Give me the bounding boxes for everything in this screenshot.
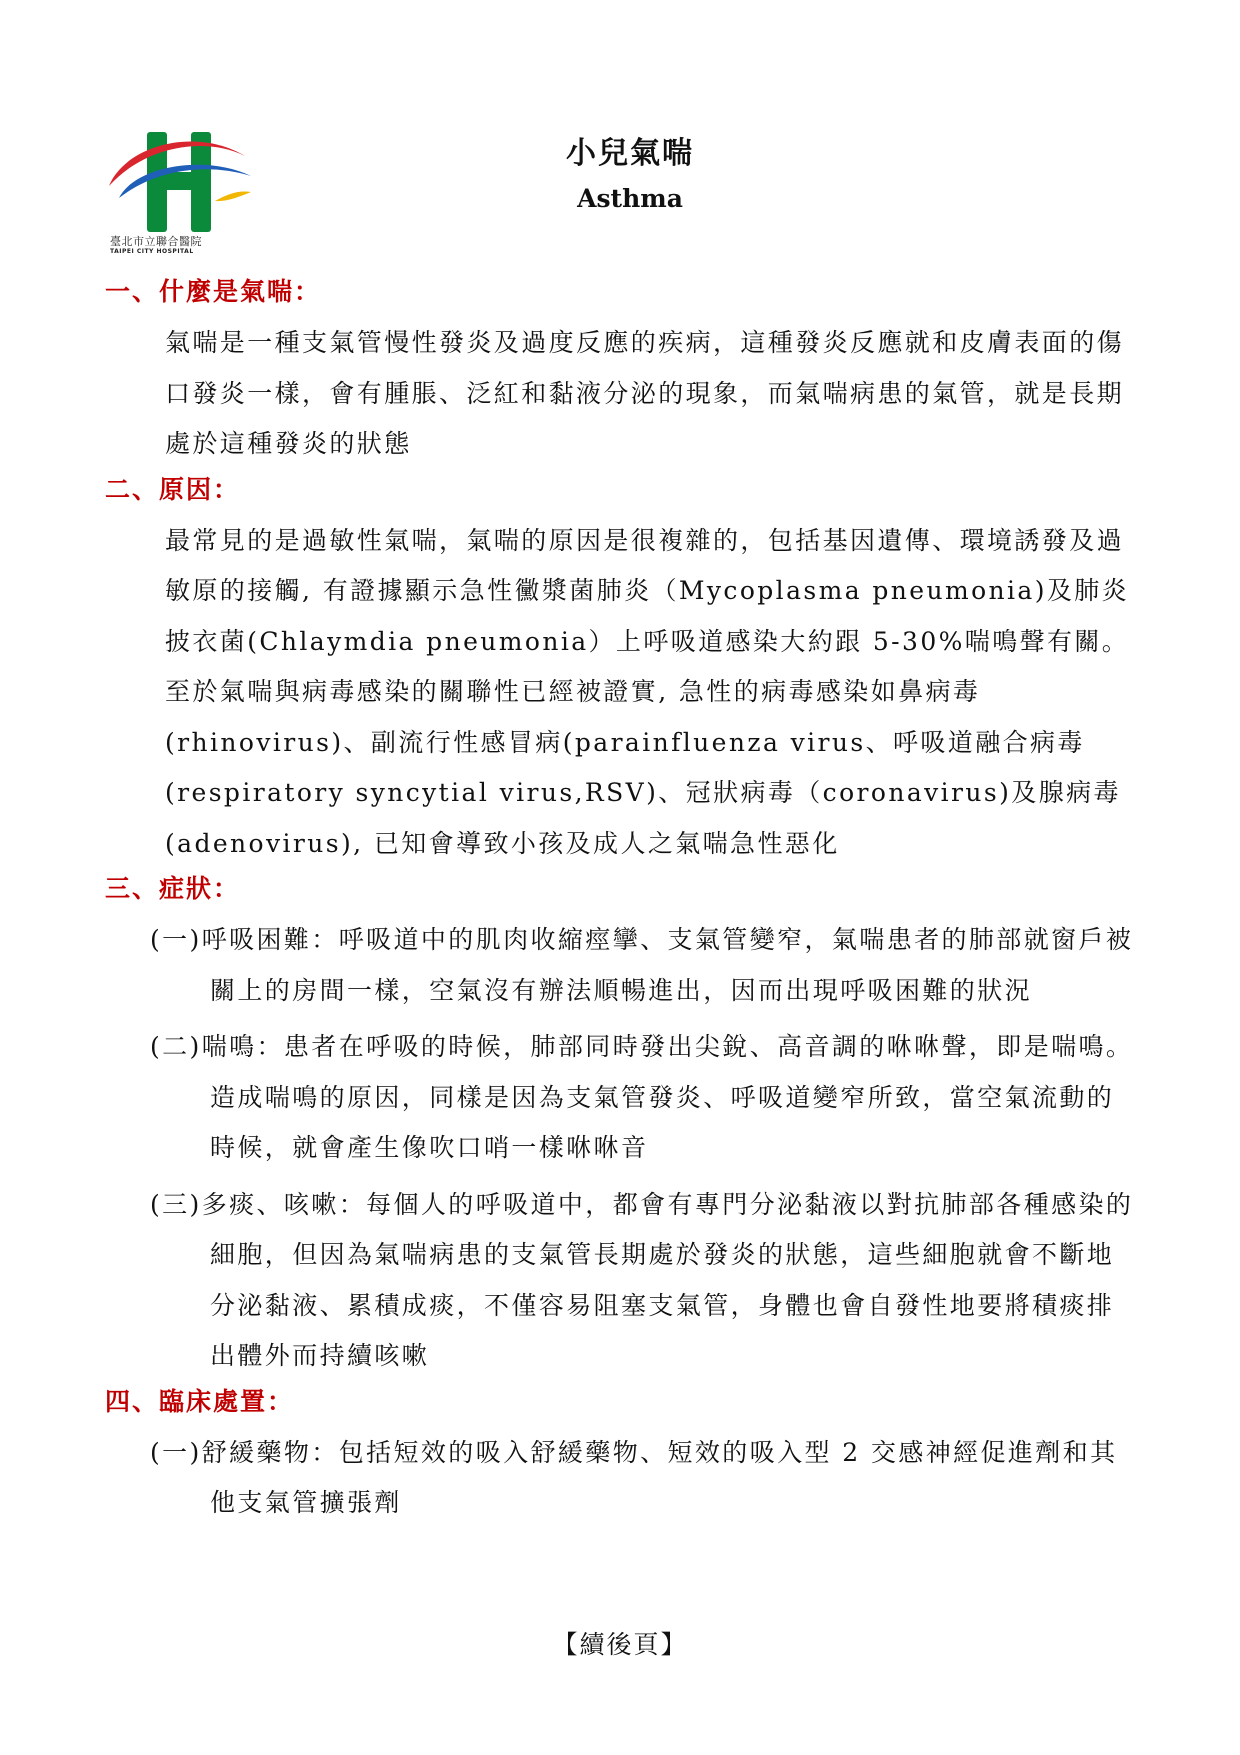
section-body-what-is-asthma: 氣喘是一種支氣管慢性發炎及過度反應的疾病，這種發炎反應就和皮膚表面的傷口發炎一樣，會有腫脹、泛紅和黏液分泌的現象，而氣喘病患的氣管，就是長期處於這種發炎的狀態 — [165, 328, 1125, 458]
continued-notice: 【續後頁】 — [552, 1630, 688, 1659]
symptom-item-dyspnea: (一)呼吸困難：呼吸道中的肌肉收縮痙攣、支氣管變窄，氣喘患者的肺部就窗戶被關上的房間一樣，空氣沒有辦法順暢進出，因而出現呼吸困難的狀況 — [150, 925, 1134, 1005]
page-title: 小兒氣喘 — [566, 136, 694, 171]
hospital-name-en: TAIPEI CITY HOSPITAL — [110, 248, 194, 255]
treatment-item-relievers: (一)舒緩藥物：包括短效的吸入舒緩藥物、短效的吸入型 2 交感神經促進劑和其他支氣管擴張劑 — [150, 1437, 1118, 1517]
section-body-causes: 最常見的是過敏性氣喘，氣喘的原因是很複雜的，包括基因遺傳、環境誘發及過敏原的接觸, 有證據顯示急性黴漿菌肺炎（Mycoplasma pneumonia)及肺炎披衣菌(Chlaymdia pneumonia）上呼吸道感染大約跟 5-30%喘鳴聲有關。至於氣喘與病毒感染的關聯性已經被證實, 急性的病毒感染如鼻病毒(rhinovirus)、副流行性感冒病(parainfluenza virus、呼吸道融合病毒(respiratory syncytial virus,RSV)、冠狀病毒（coronavirus)及腺病毒(adenovirus), 已知會導致小孩及成人之氣喘急性惡化 — [165, 525, 1130, 858]
symptom-item-wheezing: (二)喘鳴：患者在呼吸的時候，肺部同時發出尖銳、高音調的咻咻聲，即是喘鳴。造成喘鳴的原因，同樣是因為支氣管發炎、呼吸道變窄所致，當空氣流動的時候，就會產生像吹口哨一樣咻咻音 — [150, 1032, 1134, 1162]
hospital-name-zh: 臺北市立聯合醫院 — [110, 235, 202, 248]
section-heading-symptoms: 三、症狀： — [105, 874, 241, 903]
section-heading-what-is-asthma: 一、什麼是氣喘： — [105, 277, 322, 306]
section-heading-treatment: 四、臨床處置： — [105, 1386, 295, 1416]
hospital-logo-text — [110, 236, 202, 256]
section-heading-causes: 二、原因： — [105, 474, 241, 504]
symptom-item-cough: (三)多痰、咳嗽：每個人的呼吸道中，都會有專門分泌黏液以對抗肺部各種感染的細胞，但因為氣喘病患的支氣管長期處於發炎的狀態，這些細胞就會不斷地分泌黏液、累積成痰，不僅容易阻塞支氣管，身體也會自發性地要將積痰排出體外而持續咳嗽 — [150, 1189, 1134, 1370]
page-subtitle: Asthma — [577, 184, 683, 213]
document-body — [105, 272, 1135, 1529]
